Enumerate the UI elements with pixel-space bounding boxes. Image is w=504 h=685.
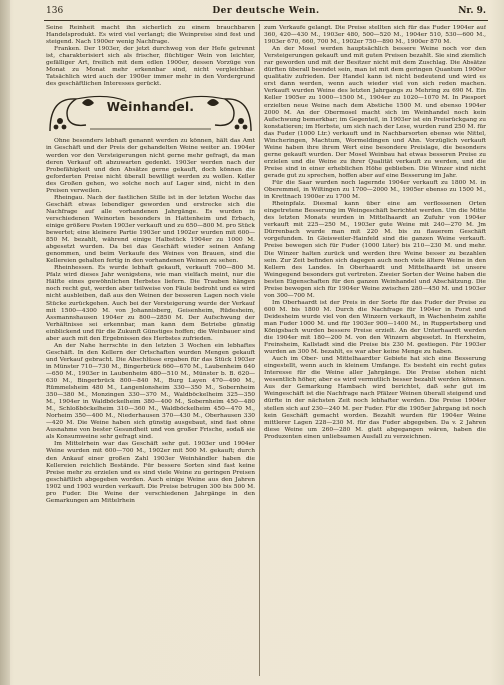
body-paragraph: Für die Saar wurden noch lagernde 1904er verkauft zu 1800 M. in Oberemmel, in Wiltingen zu 1700—2000 M., 1905er ebenso zu 1500 M., in Krettnach 1900er zu 1700 M. bbox=[264, 180, 486, 201]
body-paragraph: Im Oberhaardt ist der Preis in der Sorte für das Fuder der Preise zu 600 M. bis 1800 M. Durch die Nachfrage für 1904er in Forst und Deidesheim wurde viel von den Winzern verkauft, in Wachenheim zahlte man Fuder 1000 M. und für 1903er 900—1400 M., in Ruppertsberg und Königsbach wurden bessere Preise erzielt. An der Unterhaardt werden die 1904er mit 180—200 M. von den Winzern abgesetzt. In Herxheim, Freinsheim, Kallstadt sind die Preise bis 230 M. gestiegen. Für 1903er wurden an 300 M. bezahlt, es war aber keine Menge zu haben. bbox=[264, 299, 486, 356]
body-paragraph: Rheinpfalz. Diesmal kann über eine am verflossenen Orten eingetretene Besserung im Weingeschäft berichtet werden. Um die Mitte des letzten Monats wurden in Mittelhaardt an Zufuhr von 1904er verkauft mit 225—250 M., 1903er gute Weine mit 240—270 M. Jm Dürrenbach wurde man mit 220 M. bis zu flauerem Geschäft vorgefunden. In Gleisweiler-Hainfeld sind die ganzen Weine verkauft. Preise bewegen sich für Fuder (1000 Liter) bis 210—230 M. und mehr. Die Winzer halten zurück und werden ihre Weine besser zu bezahlen sein. Zur Zeit befinden sich dagegen auch noch viele ältere Weine in den Kellern des Landes. In Oberhaardt und Mittelhaardt ist unsere Weingegend besonders gut vertreten. Zweier Sorten der Weine haben die besten Eigenschaften für den ganzen Weinhandel und Abschätzung. Die Preise bewegen sich für 1904er Weine zwischen 280—450 M. und 1903er von 300—700 M. bbox=[264, 201, 486, 299]
body-paragraph: Auch im Ober- und Mittelhaardter Gebiete hat sich eine Besserung eingestellt, wenn auch in kleinem Umfange. Es besteht ein recht gutes Interesse für die Weine aller Jahrgänge. Die Preise stehen nicht wesentlich höher, aber es wird vermutlich besser bezahlt werden können. Aus der Gemarkung Hambach wird berichtet, daß sehr gut im Weingeschäft ist die Nachfrage nach Pfälzer Weinen überall steigend und dürfte in der nächsten Zeit noch lebhafter werden. Die Preise 1904er stellen sich auf 230—240 M. per Fuder. Für die 1905er Jahrgang ist noch kein Geschäft gemacht worden. Bezahlt wurden für 1904er Weine mittlerer Lagen 228—230 M. für das Fuder abgegeben. Da v. 2 Jahren diese Weine um 260—280 M. glatt abgegangen wären, haben die Produzenten einen unliebsamen Ausfall zu verzeichnen. bbox=[264, 356, 486, 440]
right-column bbox=[264, 25, 486, 677]
periodical-title: Der deutsche Wein. bbox=[212, 6, 320, 16]
page-binding-shadow bbox=[0, 0, 10, 685]
page-number: 136 bbox=[46, 6, 64, 16]
issue-number: Nr. 9. bbox=[458, 6, 486, 16]
section-ornament bbox=[46, 91, 255, 135]
intro-paragraph-2: Franken. Der 1903er, der jetzt durchweg von der Hefe getrennt ist, charakterisiert sich als frischer, flüchtiger Wein von leichter, gefälliger Art, freilich mit dem edlen 1900er, dessen Vorzüge von Monat zu Monat mehr erkennbar sind, nicht vergleichbar. Tatsächlich wird auch der 1900er immer mehr in den Vordergrund des geschäftlichen Interesses gerückt. bbox=[46, 46, 255, 88]
intro-paragraph-1: Seine Reinheit macht ihn sicherlich zu einem brauchbaren Handelsprodukt. Es wird viel verlangt; die Weinpreise sind fest und steigend. Nach 1900er wenig Nachfrage. bbox=[46, 25, 255, 46]
body-paragraph: Rheingau. Nach der fastlichen Stille ist in der letzten Woche das Geschäft etwas lebendiger geworden und erstrecke sich die Nachfrage auf alle vorhandenen Jahrgänge. Es wurden in verschiedenen Weinorten besonders in Hattenheim und Erbach, einige größere Posten 1903er verkauft und zu 650—800 M. pro Stück bewertet; eine kleinere Partie 1903er und 1902er wurden mit 600—850 M. bezahlt, während einige Halbstück 1904er zu 1000 M. abgesetzt wurden. Da bei das Geschäft wieder seinen Anfang genommen, und beim Verkaufe des Weines von Brauen, sind die Kellereien gehalten fertig in den vorhandenen Weinen zu sehen. bbox=[46, 194, 255, 265]
header-rule bbox=[44, 20, 488, 21]
body-paragraph: Im Mittelrhein war das Geschäft sehr gut. 1903er und 1904er Weine wurden mit 600—700 M., 1902er mit 500 M. gekauft; durch den Ankauf einer großen Zahl 1903er Weinhändler haben die Kellereien reichlich Bestände. Für bessere Sorten sind fast keine Preise mehr zu erzielen und es sind viele Weine zu geringen Preisen geschäftlich abgegeben worden. Auch einige Weine aus den Jahren 1902 und 1903 wurden verkauft. Die Preise betrugen 300 bis 500 M. pro Fuder. Die Weine der verschiedenen Jahrgänge in den Gemarkungen am Mittelrhein bbox=[46, 441, 255, 504]
column-divider bbox=[259, 24, 260, 676]
body-paragraph: Rheinhessen. Es wurde lebhaft gekauft, verkauft 700—800 M. Pfalz wird dieses Jahr wenigstens, wie man vielfach meint, nur die Hälfte eines gewöhnlichen Herbstes liefern. Die Trauben hängen noch recht gut, werden aber teilweise von Fäule bedroht und es wird nicht ausbleiben, daß aus den Weinen der besseren Lagen noch viele Stücke zurückgehen. Auch bei der Versteigerung wurde der Verkauf mit 1500—4300 M. von Johannisberg, Geisenheim, Rüdesheim, Assmannshausen 1904er zu 800—2850 M. Der Aufschwung der Verhältnisse sei erkennbar, man kann dem Betriebe günstig einblickend und für die Zukunft Günstiges hoffen; die Weinbauer sind aber auch mit den Ergebnissen des Herbstes zufrieden. bbox=[46, 265, 255, 342]
body-paragraph: An der Mosel werden hauptsächlich bessere Weine noch vor den Versteigerungen gekauft und mit guten Preisen bezahlt. Sie sind ziemlich rar geworden und mit der Besitzer nicht mit dem Zuschlag. Die Absätze dürften überall beendet sein, man ist mit dem geringen Quantum 1900er qualitativ zufrieden. Der Handel kann ist nicht bedeutend und wird es erst dann werden, wenn auch wieder viel von sich reden machen. Verkauft wurden Weine des letzten Jahrgangs zu Mehring zu 690 M. Ein Keller 1905er zu 1000—1500 M., 1904er zu 1020—1070 M. In Piesport erzielten neue Weine nach dem Abstiche 1500 M. und ebenso 1904er 2000 M. An der Obermosel macht sich im Weinhandel noch kein Aufschwung bemerkbar; im Gegenteil, in 1903er ist ein Preisrückgang zu konstatieren; im Herbste, um sich nach der Lese, wurden rund 250 M. für das Fuder (1000 Ltr.) verkauft und in Nachbarsorten ebenso wie Nittel, Wincheringen, Machtum, Wormeldingen und Ahn. Vorzüglich verkauft Weine haben ihre ihrem Wert eine besondere Preislage, die besonders gerne gekauft wurden. Der Mosel Weinbau hat etwas besseren Preise zu erzielen und die Weine zu ihrer Qualität verkauft zu werden, und die Preise sind in einer erheblichen Höhe geblieben. Die Winzer sind nicht gerade gut zu sprechen, hoffen aber auf eine Besserung im Jahr. bbox=[264, 46, 486, 179]
page-header bbox=[46, 6, 486, 20]
body-paragraph: Ohne besonders lebhaft genannt werden zu können, hält das Amt in Geschäft und der Preis der gehandelten Weine weiter an. 1904er werden vor den Versteigerungen nicht gerne mehr gefragt, da man deren Verkauf oft abzuwarten gedenkt. 1903er werden nach der Probefähigkeit und den Absätze gerne gekauft, doch können die geforderten Preise nicht überall bewilligt werden zu wollen. Keller des Großen gehen, wo solche noch auf Lager sind, nicht in den Preisen verweilen. bbox=[46, 138, 255, 194]
body-paragraph: zum Verkaufe gelangt. Die Preise stellten sich für das Fuder 1904er auf 360, 420—430 M., 1903er 480, 500—520 M., 1904er 510, 530—600 M., 1903er 670, 660, 700 M., 1902er 750—890 M., 1900er 870 M. bbox=[264, 25, 486, 46]
body-paragraph: An der Nahe herrschte in den letzten 3 Wochen ein lebhaftes Geschäft. In den Kellern der Ortschaften wurden Mengen gekauft und Verkauf gebracht. Die Abschlüsse ergaben für das Stück 1903er in Münster 710—730 M., Bingerbrück 660—670 M., Laubenheim 640—650 M., 1903er in Laubenheim 480—510 M., Münster b. B. 620—630 M., Bingerbrück 800—840 M., Burg Layen 470—490 M., Rümmelsheim 480 M., Langenlonsheim 330—350 M., Sobernheim 350—380 M., Monzingen 330—370 M., Waldböckelheim 325—350 M., 1904er in Waldböckelheim 380—400 M., Sobernheim 450—480 M., Schloßböckelheim 310—360 M., Waldböckelheim 450—470 M., Norheim 350—400 M., Niederhausen 370—430 M., Oberhausen 330—420 M. Die Weine haben sich günstig ausgebaut, sind fast ohne Ausnahme von bester Gesundheit und von großer Frische, sodaß sie als Konsumweine sehr gefragt sind. bbox=[46, 342, 255, 441]
section-title: Weinhandel. bbox=[106, 100, 195, 115]
left-column bbox=[46, 25, 255, 677]
